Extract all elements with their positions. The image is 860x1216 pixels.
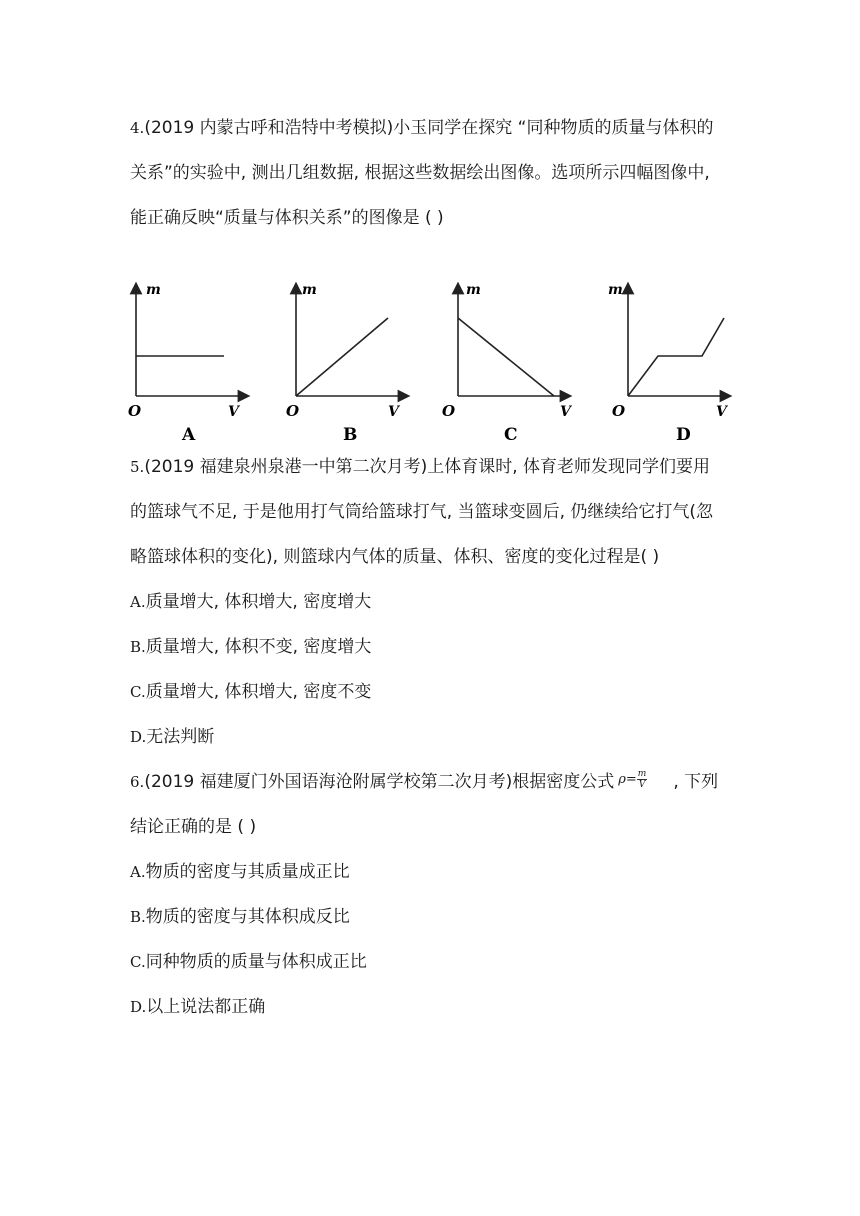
q6-option-key: D. (130, 998, 147, 1016)
q6-line-2: 结论正确的是 ( ) (130, 817, 257, 837)
q6-stem-1: (2019 福建厦门外国语海沧附属学校第二次月考)根据密度公式 (144, 772, 615, 792)
q5-option-key: B. (130, 638, 146, 656)
q4-line-3: 能正确反映“质量与体积关系”的图像是 ( ) (130, 208, 444, 228)
q5-option-key: A. (130, 593, 146, 611)
graph-b (280, 270, 420, 450)
q6-line-1 (130, 770, 718, 794)
q6-number: 6. (130, 773, 145, 791)
formula-denominator: V (638, 780, 646, 790)
q4-stem-1: (2019 内蒙古呼和浩特中考模拟)小玉同学在探究 “同种物质的质量与体积的 (144, 118, 714, 138)
q4-line-2: 关系”的实验中, 测出几组数据, 根据这些数据绘出图像。选项所示四幅图像中, (130, 163, 710, 183)
q6-option-text: 同种物质的质量与体积成正比 (145, 952, 367, 972)
graph-d-letter: D (676, 425, 691, 445)
graph-c-letter: C (504, 425, 518, 445)
q5-option-key: C. (130, 683, 146, 701)
q5-option-text: 质量增大, 体积增大, 密度增大 (145, 592, 372, 612)
graph-d-line (628, 318, 724, 396)
graph-a-origin: O (128, 402, 142, 420)
graph-d (598, 270, 738, 450)
q5-option-key: D. (130, 728, 147, 746)
q4-line-1 (130, 116, 713, 140)
formula-numerator: m (637, 769, 647, 779)
graph-c (442, 270, 582, 450)
graph-a-ylabel: m (146, 282, 161, 298)
q6-option-d (130, 995, 265, 1019)
graph-c-ylabel: m (466, 282, 481, 298)
graph-b-ylabel: m (302, 282, 317, 298)
graph-d-xlabel: V (716, 404, 727, 420)
graph-d-origin: O (612, 402, 626, 420)
q4-number: 4. (130, 119, 145, 137)
q6-option-key: B. (130, 908, 146, 926)
q5-option-c (130, 680, 371, 704)
q5-option-text: 无法判断 (146, 727, 215, 747)
q5-option-b (130, 635, 371, 659)
q5-option-text: 质量增大, 体积不变, 密度增大 (145, 637, 372, 657)
q4-graph-options (0, 270, 860, 460)
graph-d-ylabel: m (608, 282, 623, 298)
q5-stem-1: (2019 福建泉州泉港一中第二次月考)上体育课时, 体育老师发现同学们要用 (144, 457, 711, 477)
q6-option-key: A. (130, 863, 146, 881)
q5-line-2: 的篮球气不足, 于是他用打气筒给篮球打气, 当篮球变圆后, 仍继续给它打气(忽 (130, 502, 714, 522)
q6-stem-tail: , 下列 (673, 772, 719, 792)
graph-a-letter: A (182, 425, 196, 445)
graph-b-origin: O (286, 402, 300, 420)
formula-fraction (637, 769, 648, 790)
q5-option-a (130, 590, 371, 614)
q6-option-key: C. (130, 953, 146, 971)
graph-b-line (296, 318, 388, 396)
q6-option-c (130, 950, 367, 974)
q5-option-d (130, 725, 214, 749)
q6-option-b (130, 905, 350, 929)
graph-c-origin: O (442, 402, 456, 420)
graph-b-letter: B (343, 425, 358, 445)
q5-number: 5. (130, 458, 145, 476)
q6-option-text: 物质的密度与其质量成正比 (145, 862, 350, 882)
q6-option-a (130, 860, 350, 884)
q6-option-text: 物质的密度与其体积成反比 (145, 907, 350, 927)
q6-option-text: 以上说法都正确 (146, 997, 266, 1017)
graph-a (120, 270, 260, 450)
q5-line-1 (130, 455, 710, 479)
graph-b-xlabel: V (388, 404, 399, 420)
q5-line-3: 略篮球体积的变化), 则篮球内气体的质量、体积、密度的变化过程是( ) (130, 547, 660, 567)
graph-c-xlabel: V (560, 404, 571, 420)
graph-a-xlabel: V (228, 404, 239, 420)
graph-c-line (458, 318, 554, 396)
formula-lhs: ρ= (618, 772, 637, 787)
density-formula (618, 768, 647, 792)
q5-option-text: 质量增大, 体积增大, 密度不变 (145, 682, 372, 702)
